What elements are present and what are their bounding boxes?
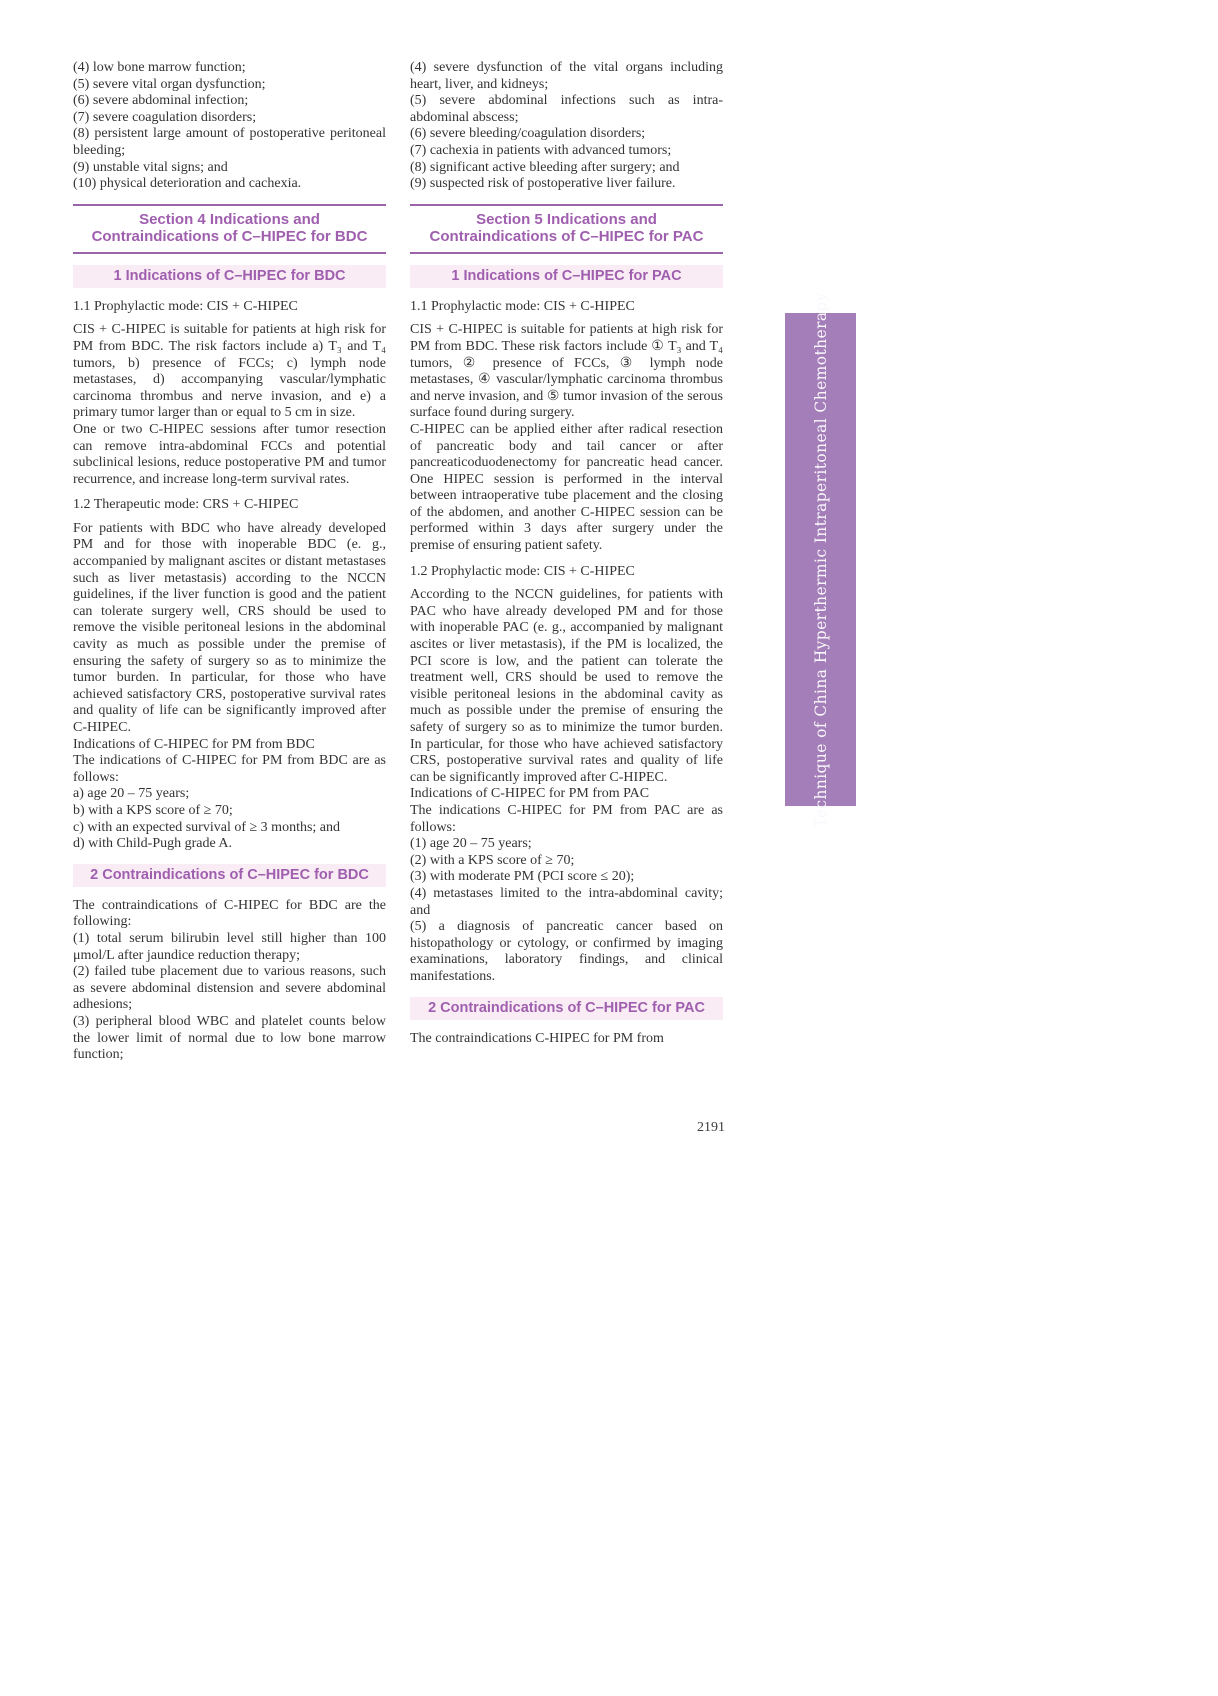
list-item: (3) peripheral blood WBC and platelet counts below the lower limit of normal due to low bone marrow function;	[73, 1013, 386, 1063]
section-title-line2: Contraindications of C–HIPEC for BDC	[91, 228, 368, 246]
list-item: (7) cachexia in patients with advanced tumors;	[410, 142, 672, 158]
section-4-header-block	[73, 204, 386, 254]
list-item: (7) severe coagulation disorders;	[73, 109, 257, 125]
list-item: (5) severe vital organ dysfunction;	[73, 76, 266, 92]
section-title-line2: Contraindications of C–HIPEC for PAC	[429, 228, 704, 246]
page-number: 2191	[697, 1120, 725, 1135]
section-title-line1: Section 5 Indications and	[476, 210, 657, 228]
left-column	[73, 60, 386, 1064]
right-column	[410, 60, 723, 1047]
list-item: (9) unstable vital signs; and	[73, 159, 228, 175]
list-item: (6) severe bleeding/coagulation disorders;	[410, 126, 646, 142]
list-item: (4) low bone marrow function;	[73, 60, 246, 75]
section-title	[412, 211, 721, 246]
list-item: (2) with a KPS score of ≥ 70;	[410, 852, 575, 868]
list-item: (3) with moderate PM (PCI score ≤ 20);	[410, 869, 635, 885]
subheading-1-1: 1.1 Prophylactic mode: CIS + C-HIPEC	[73, 298, 298, 314]
section-5-header-block	[410, 204, 723, 254]
paragraph: For patients with BDC who have already developed PM and for those with inoperable BDC (e. g., accompanied by malignant ascites or distant metastases such as liver metastasis) according to the NCCN guidelines, if the liver function is good and the patient can tolerate surgery well, CRS should be used to remove the visible peritoneal lesions in the abdominal cavity as much as possible under the premise of ensuring the safety of surgery so as to minimize the tumor burden. In particular, for those who have achieved satisfactory CRS, postoperative survival rates and quality of life can be significantly improved after C-HIPEC.	[73, 520, 386, 735]
paragraph: The contraindications C-HIPEC for PM from	[410, 1030, 664, 1046]
list-item: (4) metastases limited to the intra-abdominal cavity; and	[410, 885, 723, 918]
paragraph: One or two C-HIPEC sessions after tumor resection can remove intra-abdominal FCCs and potential subclinical lesions, reduce postoperative PM and tumor recurrence, and increase long-term survival rates.	[73, 421, 386, 487]
subsection-banner: 1 Indications of C–HIPEC for PAC	[410, 265, 723, 288]
subheading-1-1: 1.1 Prophylactic mode: CIS + C-HIPEC	[410, 298, 635, 314]
list-item: b) with a KPS score of ≥ 70;	[73, 802, 233, 818]
paragraph: CIS + C-HIPEC is suitable for patients at high risk for PM from BDC. The risk factors include a) T₃ and T₄ tumors, b) presence of FCCs; c) lymph node metastases, d) accompanying vascular/lymphatic carcinoma thrombus and nerve invasion, and e) a primary tumor larger than or equal to 5 cm in size.	[73, 322, 386, 421]
list-item: (10) physical deterioration and cachexia.	[73, 176, 302, 192]
list-item: d) with Child-Pugh grade A.	[73, 836, 233, 852]
vertical-banner-label: Technique of China Hyperthermic Intraperitoneal Chemotherapy	[811, 291, 830, 828]
paragraph: The indications of C-HIPEC for PM from BDC are as follows:	[73, 753, 386, 785]
subheading-1-2: 1.2 Therapeutic mode: CRS + C-HIPEC	[73, 497, 299, 513]
list-item: (9) suspected risk of postoperative liver failure.	[410, 176, 676, 192]
paragraph: The indications C-HIPEC for PM from PAC are as follows:	[410, 802, 723, 835]
list-item: (5) severe abdominal infections such as intra-abdominal abscess;	[410, 93, 723, 125]
list-item: a) age 20 – 75 years;	[73, 786, 190, 802]
list-item: (8) persistent large amount of postoperative peritoneal bleeding;	[73, 126, 386, 158]
subsection-banner: 2 Contraindications of C–HIPEC for BDC	[73, 864, 386, 887]
list-item: c) with an expected survival of ≥ 3 months; and	[73, 819, 341, 835]
list-item: (1) age 20 – 75 years;	[410, 836, 532, 852]
subsection-banner: 1 Indications of C–HIPEC for BDC	[73, 265, 386, 288]
list-item: (2) failed tube placement due to various reasons, such as severe abdominal distension and severe abdominal adhesions;	[73, 964, 386, 1013]
list-item: (4) severe dysfunction of the vital organs including heart, liver, and kidneys;	[410, 60, 723, 92]
subsection-banner: 2 Contraindications of C–HIPEC for PAC	[410, 997, 723, 1020]
section-title	[75, 211, 384, 246]
list-item: (1) total serum bilirubin level still higher than 100 μmol/L after jaundice reduction therapy;	[73, 930, 386, 963]
list-item: (5) a diagnosis of pancreatic cancer based on histopathology or cytology, or confirmed by imaging examinations, laboratory findings, and clinical manifestations.	[410, 919, 723, 984]
vertical-banner	[785, 291, 856, 828]
paragraph: The contraindications of C-HIPEC for BDC are the following:	[73, 897, 386, 930]
list-item: (6) severe abdominal infection;	[73, 93, 249, 109]
section-title-line1: Section 4 Indications and	[139, 210, 320, 228]
paragraph: Indications of C-HIPEC for PM from PAC	[410, 786, 650, 802]
subheading-1-2: 1.2 Prophylactic mode: CIS + C-HIPEC	[410, 563, 635, 579]
paragraph: C-HIPEC can be applied either after radical resection of pancreatic body and tail cancer or after pancreaticoduodenectomy for pancreatic head cancer. One HIPEC session is performed in the interval between intraoperative tube placement and the closing of the abdomen, and another C-HIPEC session can be performed within 3 days after surgery under the premise of ensuring patient safety.	[410, 421, 723, 554]
paragraph: CIS + C-HIPEC is suitable for patients at high risk for PM from BDC. These risk factors include ① T₃ and T₄ tumors, ② presence of FCCs, ③ lymph node metastases, ④ vascular/lymphatic carcinoma thrombus and nerve invasion, and ⑤ tumor invasion of the serous surface found during surgery.	[410, 322, 723, 421]
list-item: (8) significant active bleeding after surgery; and	[410, 159, 680, 175]
paragraph: Indications of C-HIPEC for PM from BDC	[73, 736, 315, 752]
paragraph: According to the NCCN guidelines, for patients with PAC who have already developed PM and for those with inoperable PAC (e. g., accompanied by malignant ascites or liver metastasis), if the PM is localized, the PCI score is low, and the patient can tolerate the treatment well, CRS should be used to remove the visible peritoneal lesions in the abdominal cavity as much as possible under the premise of ensuring the safety of surgery so as to minimize the tumor burden. In particular, for those who have achieved satisfactory CRS, postoperative survival rates and quality of life can be significantly improved after C-HIPEC.	[410, 587, 723, 785]
